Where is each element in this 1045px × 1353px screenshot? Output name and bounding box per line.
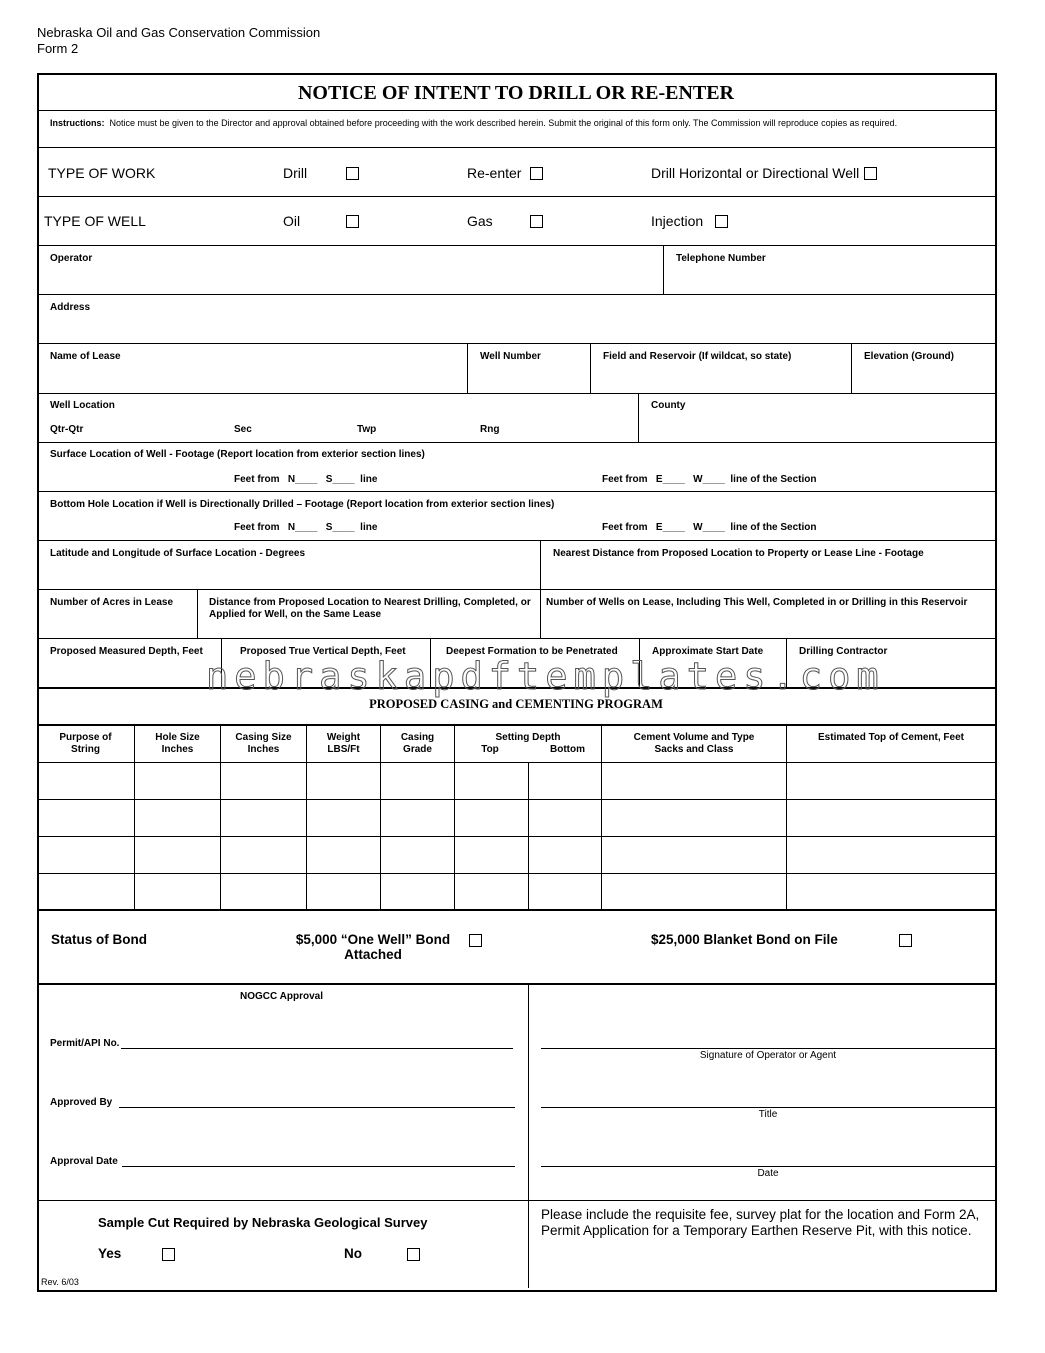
submission-note: Please include the requisite fee, survey plat for the location and Form 2A, Permit Application for a Temporary Earthen Reserve Pit, with this notice. — [541, 1207, 980, 1238]
lease-name-field[interactable]: Name of Lease — [50, 351, 121, 362]
nearest-distance-field[interactable]: Nearest Distance from Proposed Location to Property or Lease Line - Footage — [553, 548, 924, 559]
approved-by-label: Approved By — [50, 1097, 113, 1108]
col-grade-line2: Grade — [403, 744, 432, 755]
distance-nearest-well-field[interactable]: Distance from Proposed Location to Nearest Drilling, Completed, or Applied for Well, on the Same Lease — [209, 597, 531, 620]
surface-ns-field[interactable]: Feet from N____ S____ line — [234, 474, 378, 485]
bond-status-label: Status of Bond — [51, 932, 147, 947]
start-date-field[interactable]: Approximate Start Date — [652, 646, 764, 657]
true-vertical-depth-field[interactable]: Proposed True Vertical Depth, Feet — [240, 646, 406, 657]
col-est-top: Estimated Top of Cement, Feet — [818, 732, 964, 743]
col-casing-size — [221, 732, 306, 756]
twp-field[interactable]: Twp — [357, 424, 377, 435]
deepest-formation-field[interactable]: Deepest Formation to be Penetrated — [446, 646, 618, 657]
col-hole-size — [135, 732, 220, 756]
bottom-ns-field[interactable]: Feet from N____ S____ line — [234, 522, 378, 533]
surface-location-label: Surface Location of Well - Footage (Report location from exterior section lines) — [50, 449, 425, 460]
gas-checkbox[interactable] — [530, 215, 543, 228]
injection-checkbox[interactable] — [715, 215, 728, 228]
sample-cut-no-checkbox[interactable] — [407, 1248, 420, 1261]
work-option-horizontal: Drill Horizontal or Directional Well — [651, 165, 860, 181]
elevation-field[interactable]: Elevation (Ground) — [864, 351, 954, 362]
measured-depth-field[interactable]: Proposed Measured Depth, Feet — [50, 646, 203, 657]
one-well-bond-line2: Attached — [344, 947, 402, 962]
horizontal-checkbox[interactable] — [864, 167, 877, 180]
field-reservoir-field[interactable]: Field and Reservoir (If wildcat, so state) — [603, 351, 792, 362]
sample-cut-label: Sample Cut Required by Nebraska Geological Survey — [98, 1215, 428, 1230]
work-option-reenter: Re-enter — [467, 165, 522, 181]
instructions-text: Notice must be given to the Director and approval obtained before proceeding with the work described herein. Submit the original of this form only. The Commission will reproduce copies as required. — [109, 118, 898, 128]
permit-api-line[interactable] — [121, 1048, 513, 1049]
watermark: nebraskapdftemplates.com — [206, 655, 885, 698]
col-weight-line1: Weight — [326, 732, 361, 743]
sample-cut-yes-checkbox[interactable] — [162, 1248, 175, 1261]
col-purpose-line1: Purpose of — [59, 732, 112, 743]
col-weight-line2: LBS/Ft — [327, 744, 360, 755]
approved-by-line[interactable] — [119, 1107, 515, 1108]
one-well-bond-label — [283, 932, 463, 962]
reenter-checkbox[interactable] — [530, 167, 543, 180]
revision-label: Rev. 6/03 — [41, 1277, 79, 1287]
title-line[interactable] — [541, 1107, 995, 1108]
one-well-bond-checkbox[interactable] — [469, 934, 482, 947]
col-setting-depth: Setting Depth — [495, 732, 561, 743]
telephone-field[interactable]: Telephone Number — [676, 253, 766, 264]
col-grade — [381, 732, 454, 756]
col-hole-line1: Hole Size — [155, 732, 200, 743]
sample-cut-no-label: No — [344, 1246, 362, 1261]
qtr-qtr-field[interactable]: Qtr-Qtr — [50, 424, 84, 435]
casing-section-title: PROPOSED CASING and CEMENTING PROGRAM — [369, 697, 663, 711]
sample-cut-yes-label: Yes — [98, 1246, 122, 1261]
acres-field[interactable]: Number of Acres in Lease — [50, 597, 174, 608]
col-hole-line2: Inches — [161, 744, 194, 755]
col-purpose — [37, 732, 134, 756]
approval-date-line[interactable] — [122, 1166, 515, 1167]
type-of-work-label: TYPE OF WORK — [48, 165, 156, 181]
surface-ew-field[interactable]: Feet from E____ W____ line of the Section — [602, 474, 817, 485]
form-number: Form 2 — [37, 41, 79, 56]
wells-on-lease-field[interactable]: Number of Wells on Lease, Including This Well, Completed in or Drilling in this Reservoir — [546, 597, 968, 608]
instructions-label: Instructions: — [50, 118, 105, 128]
bottom-hole-label: Bottom Hole Location if Well is Directionally Drilled – Footage (Report location from exterior section lines) — [50, 499, 555, 510]
oil-checkbox[interactable] — [346, 215, 359, 228]
address-field[interactable]: Address — [50, 302, 91, 313]
col-top: Top — [481, 744, 499, 755]
col-weight — [307, 732, 380, 756]
date-line[interactable] — [541, 1166, 995, 1167]
title-caption: Title — [758, 1109, 778, 1120]
type-of-well-label: TYPE OF WELL — [44, 213, 146, 229]
col-casing-line1: Casing Size — [235, 732, 292, 743]
permit-api-label: Permit/API No. — [50, 1038, 120, 1049]
well-location-label: Well Location — [50, 400, 115, 411]
col-cement-line2: Sacks and Class — [654, 744, 734, 755]
county-field[interactable]: County — [651, 400, 686, 411]
col-cement — [602, 732, 786, 756]
one-well-bond-line1: $5,000 “One Well” Bond — [295, 932, 451, 947]
well-option-oil: Oil — [283, 213, 301, 229]
well-option-injection: Injection — [651, 213, 704, 229]
instructions — [50, 118, 985, 129]
col-bottom: Bottom — [550, 744, 585, 755]
blanket-bond-label: $25,000 Blanket Bond on File — [651, 932, 838, 947]
agency-name: Nebraska Oil and Gas Conservation Commission — [37, 25, 321, 40]
sec-field[interactable]: Sec — [234, 424, 252, 435]
operator-field[interactable]: Operator — [50, 253, 93, 264]
bottom-ew-field[interactable]: Feet from E____ W____ line of the Section — [602, 522, 817, 533]
blanket-bond-checkbox[interactable] — [899, 934, 912, 947]
well-number-field[interactable]: Well Number — [480, 351, 541, 362]
signature-caption: Signature of Operator or Agent — [699, 1050, 837, 1061]
approval-date-label: Approval Date — [50, 1156, 118, 1167]
drill-checkbox[interactable] — [346, 167, 359, 180]
rng-field[interactable]: Rng — [480, 424, 500, 435]
form-title: NOTICE OF INTENT TO DRILL OR RE-ENTER — [297, 82, 735, 104]
work-option-drill: Drill — [283, 165, 308, 181]
well-option-gas: Gas — [467, 213, 493, 229]
lat-long-field[interactable]: Latitude and Longitude of Surface Location - Degrees — [50, 548, 306, 559]
date-caption: Date — [757, 1168, 779, 1179]
col-cement-line1: Cement Volume and Type — [633, 732, 755, 743]
col-casing-line2: Inches — [247, 744, 280, 755]
col-purpose-line2: String — [71, 744, 100, 755]
nogcc-approval-title: NOGCC Approval — [240, 991, 323, 1002]
col-grade-line1: Casing — [400, 732, 435, 743]
signature-line[interactable] — [541, 1048, 995, 1049]
drilling-contractor-field[interactable]: Drilling Contractor — [799, 646, 888, 657]
